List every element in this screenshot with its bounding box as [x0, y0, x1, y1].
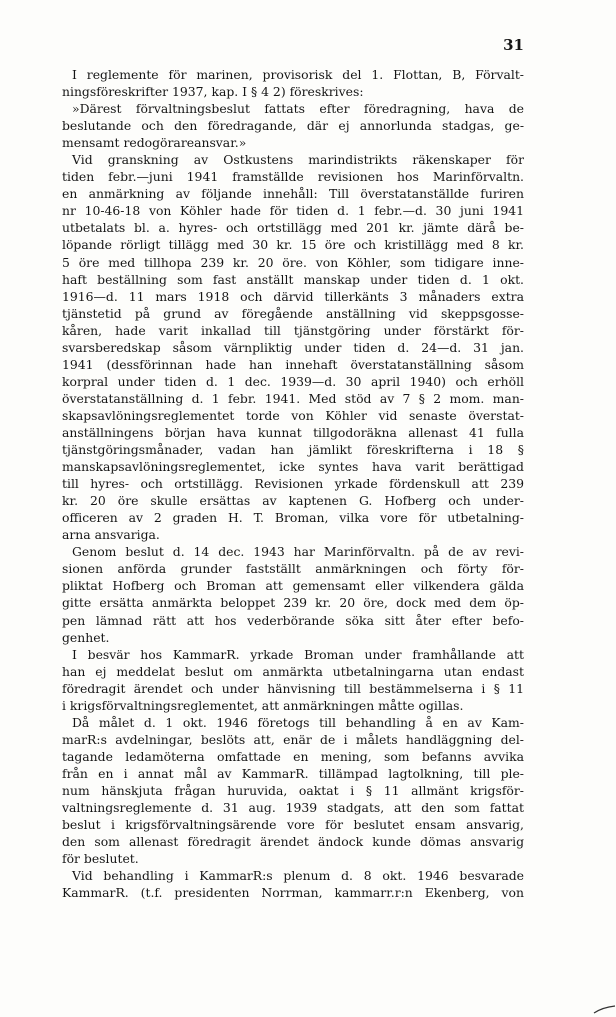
- text-line: I besvär hos KammarR. yrkade Broman under framhållande att: [72, 646, 524, 662]
- text-line: tjänstetid på grund av föregående anställning vid skeppsgosse-: [62, 305, 524, 321]
- text-line: sionen anförda grunder fastställt anmärkningen och förty för-: [62, 561, 524, 577]
- text-line: kr. 20 öre skulle ersättas av kaptenen G. Hofberg och under-: [62, 493, 524, 509]
- text-line: mensamt redogörareansvar.»: [62, 135, 247, 151]
- text-line: Vid behandling i KammarR:s plenum d. 8 okt. 1946 besvarade: [72, 868, 524, 884]
- text-line: 1941 (dessförinnan hade han innehaft överstatanställning såsom: [62, 356, 524, 372]
- text-line: officeren av 2 graden H. T. Broman, vilka vore för utbetalning-: [62, 510, 524, 526]
- text-line: I reglemente för marinen, provisorisk del 1. Flottan, B, Förvalt-: [72, 67, 524, 82]
- text-line: gitte ersätta anmärkta beloppet 239 kr. 20 öre, dock med dem öp-: [62, 595, 524, 611]
- text-line: num hänskjuta frågan huruvida, oaktat i § 11 allmänt krigsför-: [62, 782, 524, 798]
- text-line: arna ansvariga.: [62, 527, 160, 543]
- text-line: genhet.: [62, 629, 110, 645]
- text-line: tagande ledamöterna omfattade en mening, som befanns avvika: [62, 748, 524, 764]
- text-line: pliktat Hofberg och Broman att gemensamt eller vilkendera gälda: [62, 578, 524, 594]
- text-line: kåren, hade varit inkallad till tjänstgöring under förstärkt för-: [62, 322, 524, 338]
- text-line: valtningsreglemente d. 31 aug. 1939 stadgats, att den som fattat: [62, 800, 524, 816]
- text-line: 1916—d. 11 mars 1918 och därvid tillerkänts 3 månaders extra: [62, 288, 524, 304]
- text-line: korpral under tiden d. 1 dec. 1939—d. 30 april 1940) och erhöll: [62, 373, 524, 389]
- text-line: Genom beslut d. 14 dec. 1943 har Marinförvaltn. på de av revi-: [72, 544, 524, 560]
- text-line: löpande rörligt tillägg med 30 kr. 15 öre och kristillägg med 8 kr.: [62, 237, 524, 253]
- document-body: [62, 66, 524, 901]
- page-number: 31: [503, 36, 524, 54]
- text-line: till hyres- och ortstillägg. Revisionen yrkade fördenskull att 239: [62, 476, 524, 492]
- text-line: Vid granskning av Ostkustens marindistrikts räkenskaper för: [72, 152, 524, 168]
- text-line: 5 öre med tillhopa 239 kr. 20 öre. von Köhler, som tidigare inne-: [62, 254, 524, 270]
- text-line: haft beställning som fast anställt manskap under tiden d. 1 okt.: [62, 271, 524, 287]
- text-line: tjänstgöringsmånader, vadan han jämlikt föreskrifterna i 18 §: [62, 442, 524, 458]
- text-line: »Därest förvaltningsbeslut fattats efter föredragning, hava de: [72, 101, 524, 117]
- text-line: för beslutet.: [62, 851, 139, 867]
- text-line: överstatanställning d. 1 febr. 1941. Med stöd av 7 § 2 mom. man-: [62, 390, 524, 406]
- text-line: ningsföreskrifter 1937, kap. I § 4 2) föreskrives:: [62, 84, 364, 100]
- text-line: nr 10-46-18 von Köhler hade för tiden d. 1 febr.—d. 30 juni 1941: [62, 203, 524, 219]
- text-line: Då målet d. 1 okt. 1946 företogs till behandling å en av Kam-: [72, 714, 524, 730]
- text-line: han ej meddelat beslut om anmärkta utbetalningarna utan endast: [62, 663, 524, 679]
- text-line: i krigsförvaltningsreglementet, att anmärkningen måtte ogillas.: [62, 697, 464, 713]
- text-line: tiden febr.—juni 1941 framställde revisionen hos Marinförvaltn.: [62, 169, 524, 185]
- text-line: den som allenast föredragit ärendet ändock kunde dömas ansvarig: [62, 834, 524, 850]
- text-line: svarsberedskap såsom värnpliktig under tiden d. 24—d. 31 jan.: [62, 339, 524, 355]
- text-line: anställningens början hava kunnat tillgodoräkna allenast 41 fulla: [62, 424, 524, 440]
- text-line: beslut i krigsförvaltningsärende vore för beslutet ensam ansvarig,: [62, 817, 524, 833]
- text-line: föredragit ärendet och under hänvisning till bestämmelserna i § 11: [62, 680, 524, 696]
- text-line: KammarR. (t.f. presidenten Norrman, kammarr.r:n Ekenberg, von: [62, 885, 524, 901]
- text-line: beslutande och den föredragande, där ej annorlunda stadgas, ge-: [62, 118, 524, 134]
- text-line: manskapsavlöningsreglementet, icke syntes hava varit berättigad: [62, 459, 524, 475]
- text-line: skapsavlöningsreglementet torde von Köhler vid senaste överstat-: [62, 407, 524, 423]
- text-line: marR:s avdelningar, beslöts att, enär de i målets handläggning del-: [62, 731, 524, 747]
- margin-pen-mark: [592, 1003, 616, 1017]
- text-line: pen lämnad rätt att hos vederbörande söka sitt åter efter befo-: [62, 612, 524, 628]
- text-line: utbetalats bl. a. hyres- och ortstillägg med 201 kr. jämte därå be-: [62, 220, 524, 236]
- text-line: från en i annat mål av KammarR. tillämpad lagtolkning, till ple-: [62, 765, 524, 781]
- text-line: en anmärkning av följande innehåll: Till överstatanställde furiren: [62, 186, 524, 202]
